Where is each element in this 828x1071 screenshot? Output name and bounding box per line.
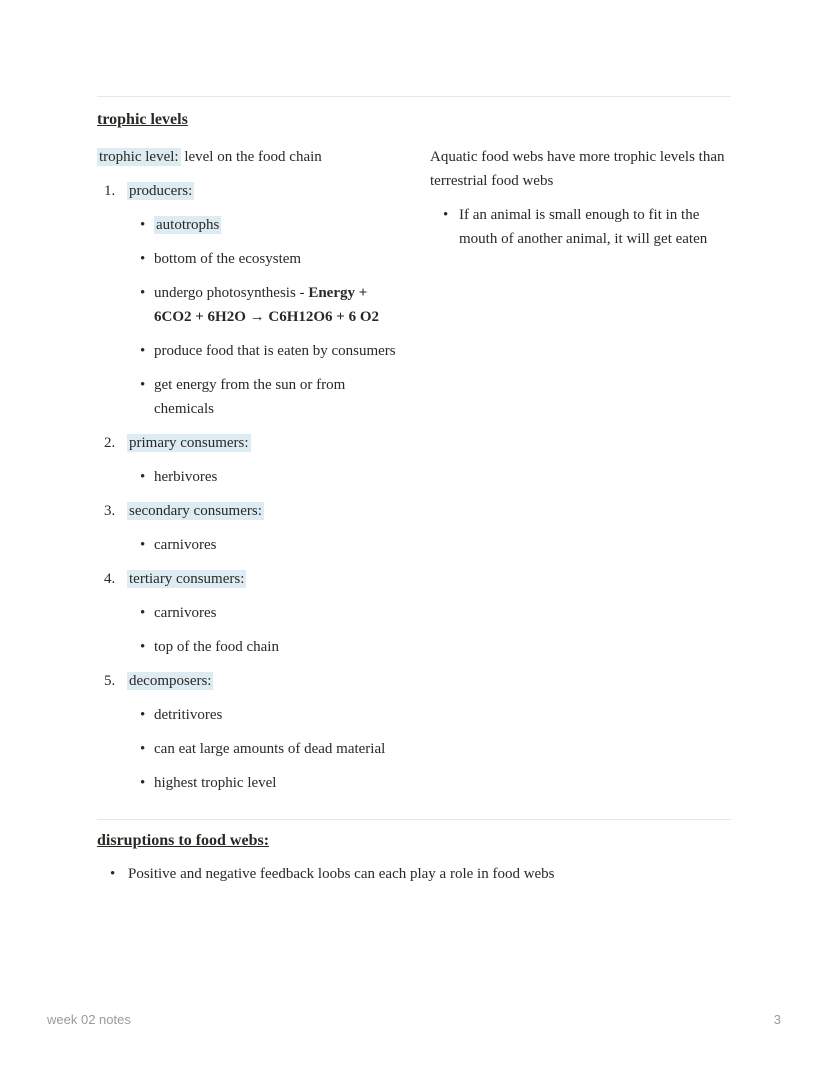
bullet-icon: • xyxy=(140,469,146,485)
bullet-list-item xyxy=(97,601,397,625)
column-gap xyxy=(397,145,430,805)
section-divider-middle xyxy=(97,819,731,820)
bullet-list-item xyxy=(97,862,731,886)
numbered-list-item xyxy=(97,499,397,523)
numbered-list-item xyxy=(97,567,397,591)
bullet-icon: • xyxy=(110,866,116,882)
bullet-text: herbivores xyxy=(154,469,218,485)
bullet-list-item xyxy=(97,281,397,329)
highlighted-term: decomposers: xyxy=(129,673,212,689)
bullet-text: produce food that is eaten by consumers xyxy=(154,343,396,359)
bullet-icon: • xyxy=(140,285,146,301)
bullet-text: carnivores xyxy=(154,537,217,553)
list-number: 3. xyxy=(104,503,116,519)
highlighted-term: autotrophs xyxy=(156,217,220,233)
bullet-text: highest trophic level xyxy=(154,775,277,791)
two-column-layout xyxy=(97,145,731,805)
page-footer xyxy=(47,1008,781,1032)
bullet-list-item xyxy=(430,203,731,251)
numbered-list-item xyxy=(97,179,397,203)
bullet-list-item xyxy=(97,737,397,761)
numbered-list-item xyxy=(97,669,397,693)
highlighted-term: primary consumers: xyxy=(129,435,249,451)
list-number: 2. xyxy=(104,435,116,451)
highlighted-term: secondary consumers: xyxy=(129,503,262,519)
bullet-icon: • xyxy=(140,343,146,359)
left-column xyxy=(97,145,397,805)
bullet-text: Positive and negative feedback loobs can each play a role in food webs xyxy=(128,866,555,882)
definition-line xyxy=(97,145,397,169)
equation-bold: Energy + 6CO2 + 6H2O → C6H12O6 + 6 O2 xyxy=(154,285,380,325)
bullet-text: bottom of the ecosystem xyxy=(154,251,302,267)
bullet-icon: • xyxy=(140,251,146,267)
bullet-icon: • xyxy=(140,537,146,553)
bullet-icon: • xyxy=(140,605,146,621)
bullet-icon: • xyxy=(140,707,146,723)
page-number: 3 xyxy=(773,1012,781,1027)
bullet-list-item xyxy=(97,533,397,557)
bullet-text: detritivores xyxy=(154,707,223,723)
section-divider-top xyxy=(97,96,731,97)
bullet-list-item xyxy=(97,771,397,795)
definition-text: level on the food chain xyxy=(180,149,322,165)
bullet-list-item xyxy=(97,703,397,727)
bullet-list-item xyxy=(97,635,397,659)
highlighted-term: producers: xyxy=(129,183,193,199)
footer-doc-title: week 02 notes xyxy=(47,1012,131,1027)
list-number: 5. xyxy=(104,673,116,689)
bullet-text: get energy from the sun or from chemicals xyxy=(154,377,346,417)
section-heading-disruptions: disruptions to food webs: xyxy=(97,832,270,849)
document-content xyxy=(97,0,731,886)
aside-paragraph: Aquatic food webs have more trophic levels than terrestrial food webs xyxy=(430,149,725,189)
numbered-list-item xyxy=(97,431,397,455)
bullet-text: If an animal is small enough to fit in the mouth of another animal, it will get eaten xyxy=(459,207,708,247)
list-number: 4. xyxy=(104,571,116,587)
bullet-icon: • xyxy=(140,377,146,393)
highlighted-term: tertiary consumers: xyxy=(129,571,245,587)
bullet-list-item xyxy=(97,339,397,363)
list-number: 1. xyxy=(104,183,116,199)
bullet-text: can eat large amounts of dead material xyxy=(154,741,386,757)
bullet-icon: • xyxy=(443,207,449,223)
right-column xyxy=(430,145,731,805)
highlighted-term-trophic-level: trophic level: xyxy=(99,149,179,165)
section-heading-trophic-levels: trophic levels xyxy=(97,111,188,128)
bullet-icon: • xyxy=(140,217,146,233)
bullet-list-item xyxy=(97,373,397,421)
bullet-list-item xyxy=(97,465,397,489)
bullet-icon: • xyxy=(140,639,146,655)
bullet-text: top of the food chain xyxy=(154,639,279,655)
bullet-list-item xyxy=(97,213,397,237)
equation-prefix: undergo photosynthesis - xyxy=(154,285,309,301)
bullet-icon: • xyxy=(140,741,146,757)
bullet-text: carnivores xyxy=(154,605,217,621)
bullet-text xyxy=(154,281,397,329)
bullet-icon: • xyxy=(140,775,146,791)
bullet-list-item xyxy=(97,247,397,271)
